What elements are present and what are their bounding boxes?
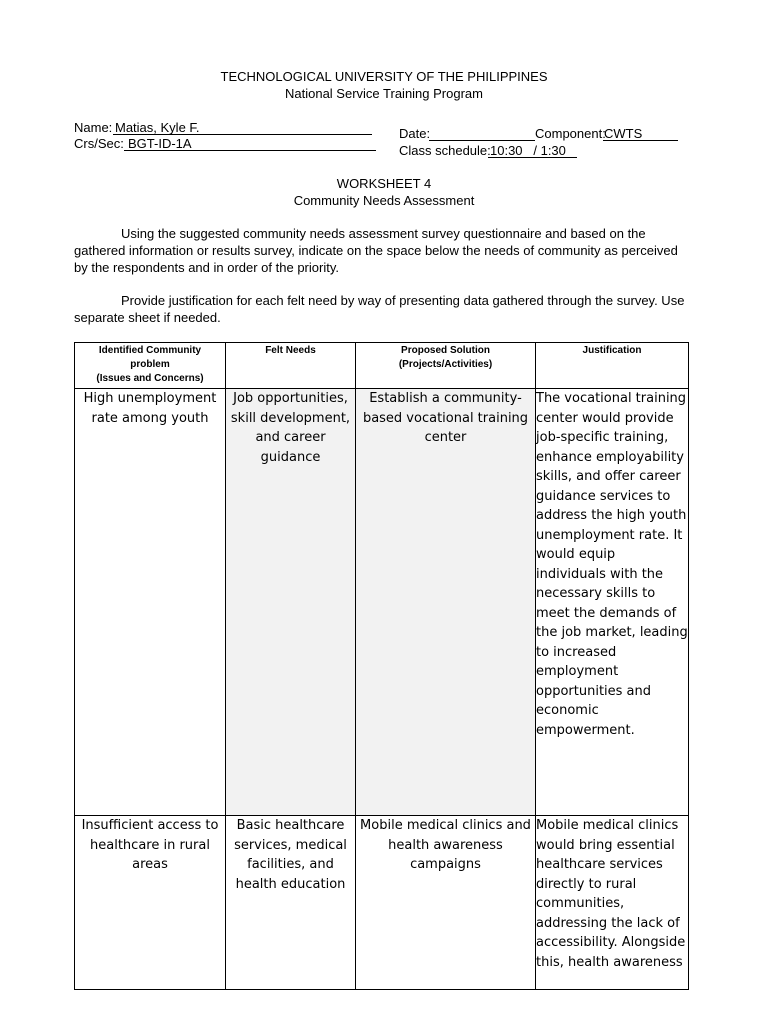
header-problem-line-2: problem bbox=[130, 359, 170, 370]
class-schedule-label: Class schedule: bbox=[399, 143, 491, 158]
justification-cell: Mobile medical clinics would bring essential healthcare services directly to rural communities, addressing the lack of accessibility. Alongside this, health awareness bbox=[536, 816, 689, 990]
component-label: Component: bbox=[535, 126, 606, 141]
header-justification-text: Justification bbox=[582, 345, 642, 356]
header-problem-line-1: Identified Community bbox=[98, 345, 202, 356]
header-felt-needs bbox=[226, 343, 356, 389]
header-identified-problem bbox=[75, 343, 226, 389]
table-header-row bbox=[75, 343, 689, 389]
header-solution-line-2: (Projects/Activities) bbox=[398, 359, 493, 370]
university-title: TECHNOLOGICAL UNIVERSITY OF THE PHILIPPINES bbox=[220, 69, 548, 84]
problem-cell: High unemployment rate among youth bbox=[75, 389, 226, 816]
crs-sec-value: BGT-ID-1A bbox=[128, 136, 192, 151]
date-label: Date: bbox=[399, 126, 431, 141]
crs-sec-label: Crs/Sec: bbox=[74, 136, 124, 151]
header-needs-text: Felt Needs bbox=[265, 345, 316, 356]
name-label: Name: bbox=[74, 120, 113, 135]
worksheet-subtitle: Community Needs Assessment bbox=[293, 193, 475, 208]
component-underline bbox=[603, 140, 678, 141]
instruction-text-1: Using the suggested community needs assessment survey questionnaire and based on the gathered information or results survey, indicate on the space below the needs of community as perceived by the respondents and in order of the priority. bbox=[74, 226, 678, 275]
felt-needs-cell: Basic healthcare services, medical facilities, and health education bbox=[226, 816, 356, 990]
crs-sec-underline bbox=[124, 150, 376, 151]
program-title: National Service Training Program bbox=[285, 86, 483, 101]
justification-cell: The vocational training center would provide job-specific training, enhance employability skills, and offer career guidance services to address the high youth unemployment rate. It would equip individuals with the necessary skills to meet the demands of the job market, leading to increased employment opportunities and economic empowerment. bbox=[536, 389, 689, 816]
instruction-text-2: Provide justification for each felt need by way of presenting data gathered through the survey. Use separate sheet if needed. bbox=[74, 293, 685, 325]
header-solution-line-1: Proposed Solution bbox=[401, 345, 490, 356]
instruction-paragraph-2 bbox=[74, 292, 694, 326]
proposed-solution-cell: Mobile medical clinics and health awareness campaigns bbox=[356, 816, 536, 990]
proposed-solution-cell: Establish a community-based vocational training center bbox=[356, 389, 536, 816]
header-justification bbox=[536, 343, 689, 389]
table-row bbox=[75, 389, 689, 816]
component-value: CWTS bbox=[604, 126, 643, 141]
class-schedule-value: 10:30 / 1:30 bbox=[490, 143, 566, 158]
worksheet-title: WORKSHEET 4 bbox=[336, 176, 432, 191]
name-value: Matias, Kyle F. bbox=[115, 120, 200, 135]
table-row bbox=[75, 816, 689, 990]
class-schedule-underline bbox=[488, 157, 577, 158]
header-problem-line-3: (Issues and Concerns) bbox=[96, 373, 204, 384]
problem-cell: Insufficient access to healthcare in rural areas bbox=[75, 816, 226, 990]
header-proposed-solution bbox=[356, 343, 536, 389]
needs-assessment-table bbox=[74, 342, 689, 990]
name-underline bbox=[113, 134, 372, 135]
instruction-paragraph-1 bbox=[74, 225, 694, 276]
felt-needs-cell: Job opportunities, skill development, and career guidance bbox=[226, 389, 356, 816]
date-underline bbox=[429, 140, 535, 141]
